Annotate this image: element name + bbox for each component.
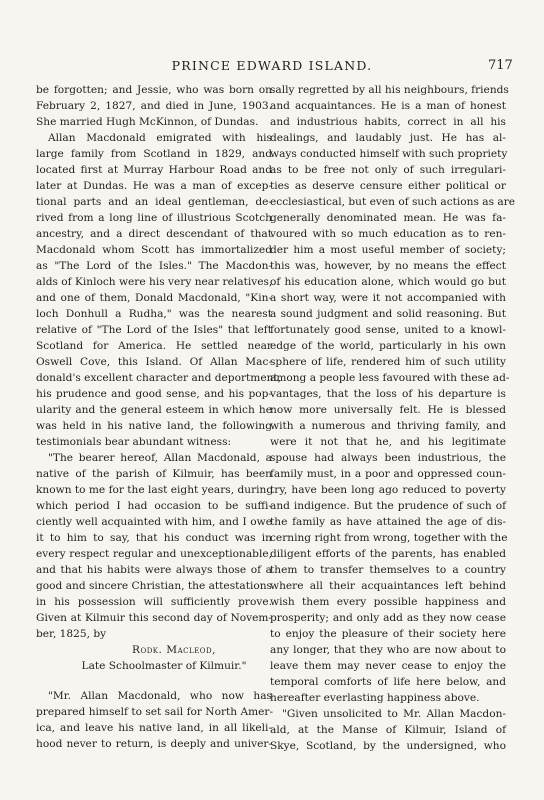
text-line: were it not that he, and his legitimate [270, 436, 506, 448]
text-line: ber, 1825, by [36, 628, 107, 640]
text-line: and acquaintances. He is a man of honest [270, 100, 506, 112]
text-line: vantages, that the loss of his departure is [270, 388, 506, 400]
text-line: leave them may never cease to enjoy the [270, 660, 506, 672]
text-line: with a numerous and thriving family, and [270, 420, 506, 432]
text-line: dealings, and laudably just. He has al- [270, 132, 506, 144]
text-line: sally regretted by all his neighbours, friends [270, 84, 509, 96]
text-line: hereafter everlasting happiness above. [270, 692, 480, 704]
text-line: now more universally felt. He is blessed [270, 404, 506, 416]
text-line: which period I had occasion to be suffi- [36, 500, 272, 512]
text-line: prosperity; and only add as they now cease [270, 612, 506, 624]
text-line: Skye, Scotland, by the undersigned, who [270, 740, 506, 752]
text-line: loch Donhull a Rudha," was the nearest [36, 308, 272, 320]
text-line: be forgotten; and Jessie, who was born on [36, 84, 272, 96]
text-line: ways conducted himself with such propriety [270, 148, 508, 160]
text-line: among a people less favoured with these ad- [270, 372, 510, 384]
left-column [36, 82, 282, 752]
text-line: the family as have attained the age of dis- [270, 516, 506, 528]
text-line: She married Hugh McKinnon, of Dundas. [36, 116, 259, 128]
text-line: ancestry, and a direct descendant of that [36, 228, 272, 240]
text-line: "Given unsolicited to Mr. Allan Macdon- [282, 708, 506, 720]
text-line: Scotland for America. He settled near [36, 340, 272, 352]
text-line: large family from Scotland in 1829, and [36, 148, 272, 160]
text-line: February 2, 1827, and died in June, 1903. [36, 100, 272, 112]
text-line: ica, and leave his native land, in all likeli- [36, 722, 272, 734]
text-line: voured with so much education as to ren- [270, 228, 506, 240]
text-line: of his education alone, which would go but [270, 276, 506, 288]
text-line: Allan Macdonald emigrated with his [48, 132, 272, 144]
page-number: 717 [488, 58, 513, 73]
text-line: and that his habits were always those of a [36, 564, 272, 576]
text-line: good and sincere Christian, the attestations [36, 580, 272, 592]
text-line: any longer, that they who are now about to [270, 644, 506, 656]
text-line: "The bearer hereof, Allan Macdonald, a [48, 452, 272, 464]
text-line: edge of the world, particularly in his own [270, 340, 506, 352]
text-line: rived from a long line of illustrious Scotch [36, 212, 272, 224]
text-line: and one of them, Donald Macdonald, "Kin- [36, 292, 272, 304]
text-line: Given at Kilmuir this second day of Novem- [36, 612, 272, 624]
text-line: Oswell Cove, this Island. Of Allan Mac- [36, 356, 272, 368]
text-line: generally denominated mean. He was fa- [270, 212, 506, 224]
text-line: tional parts and an ideal gentleman, de- [36, 196, 272, 208]
text-line: donald's excellent character and deportment, [36, 372, 282, 384]
text-line: where all their acquaintances left behind [270, 580, 506, 592]
text-line: temporal comforts of life here below, and [270, 676, 506, 688]
text-line: Late Schoolmaster of Kilmuir." [81, 660, 247, 672]
text-line: der him a most useful member of society; [270, 244, 506, 256]
text-line: it to him to say, that his conduct was in [36, 532, 272, 544]
text-line: later at Dundas. He was a man of excep- [36, 180, 272, 192]
text-line: "Mr. Allan Macdonald, who now has [48, 690, 272, 702]
text-line: testimonials bear abundant witness: [36, 436, 232, 448]
text-line: as "The Lord of the Isles." The Macdon- [36, 260, 272, 272]
text-line: a sound judgment and solid reasoning. But [270, 308, 506, 320]
text-line: ald, at the Manse of Kilmuir, Island of [270, 724, 506, 736]
text-line: to enjoy the pleasure of their society here [270, 628, 506, 640]
text-line: in his possession will sufficiently prove. [36, 596, 272, 608]
text-line: them to transfer themselves to a country [270, 564, 506, 576]
text-line: this was, however, by no means the effect [270, 260, 506, 272]
text-line: ecclesiastical, but even of such actions as are [270, 196, 516, 208]
text-line: ties as deserve censure either political or [270, 180, 506, 192]
text-line: spouse had always been industrious, the [270, 452, 506, 464]
text-line: native of the parish of Kilmuir, has been [36, 468, 272, 480]
text-line: and indigence. But the prudence of such of [270, 500, 506, 512]
text-line: ularity and the general esteem in which he [36, 404, 272, 416]
text-line: as to be free not only of such irregulari- [270, 164, 506, 176]
text-line: relative of "The Lord of the Isles" that left [36, 324, 272, 336]
text-line: wish them every possible happiness and [270, 596, 506, 608]
text-line: ciently well acquainted with him, and I owe [36, 516, 272, 528]
text-line: cerning right from wrong, together with the [270, 532, 508, 544]
text-line: located first at Murray Harbour Road and [36, 164, 272, 176]
text-line: alds of Kinloch were his very near relatives, [36, 276, 273, 288]
text-line: his prudence and good sense, and his pop- [36, 388, 272, 400]
text-line: was held in his native land, the following [36, 420, 272, 432]
text-line: diligent efforts of the parents, has enabled [270, 548, 506, 560]
text-line: every respect regular and unexceptionable, [36, 548, 272, 560]
text-line: and industrious habits, correct in all his [270, 116, 506, 128]
text-line: Rodk. Macleod, [131, 644, 217, 656]
text-line: fortunately good sense, united to a knowl- [270, 324, 506, 336]
text-line: Macdonald whom Scott has immortalized [36, 244, 272, 256]
text-line: prepared himself to set sail for North Amer- [36, 706, 274, 718]
text-line: sphere of life, rendered him of such utility [270, 356, 506, 368]
text-line: a short way, were it not accompanied with [270, 292, 506, 304]
text-line: try, have been long ago reduced to poverty [270, 484, 506, 496]
right-column [270, 82, 516, 754]
text-line: known to me for the last eight years, during [36, 484, 274, 496]
running-title: PRINCE EDWARD ISLAND. [171, 58, 373, 73]
paragraph-gap [36, 674, 272, 688]
text-line: family must, in a poor and oppressed coun- [270, 468, 506, 480]
text-line: hood never to return, is deeply and univer- [36, 738, 272, 750]
